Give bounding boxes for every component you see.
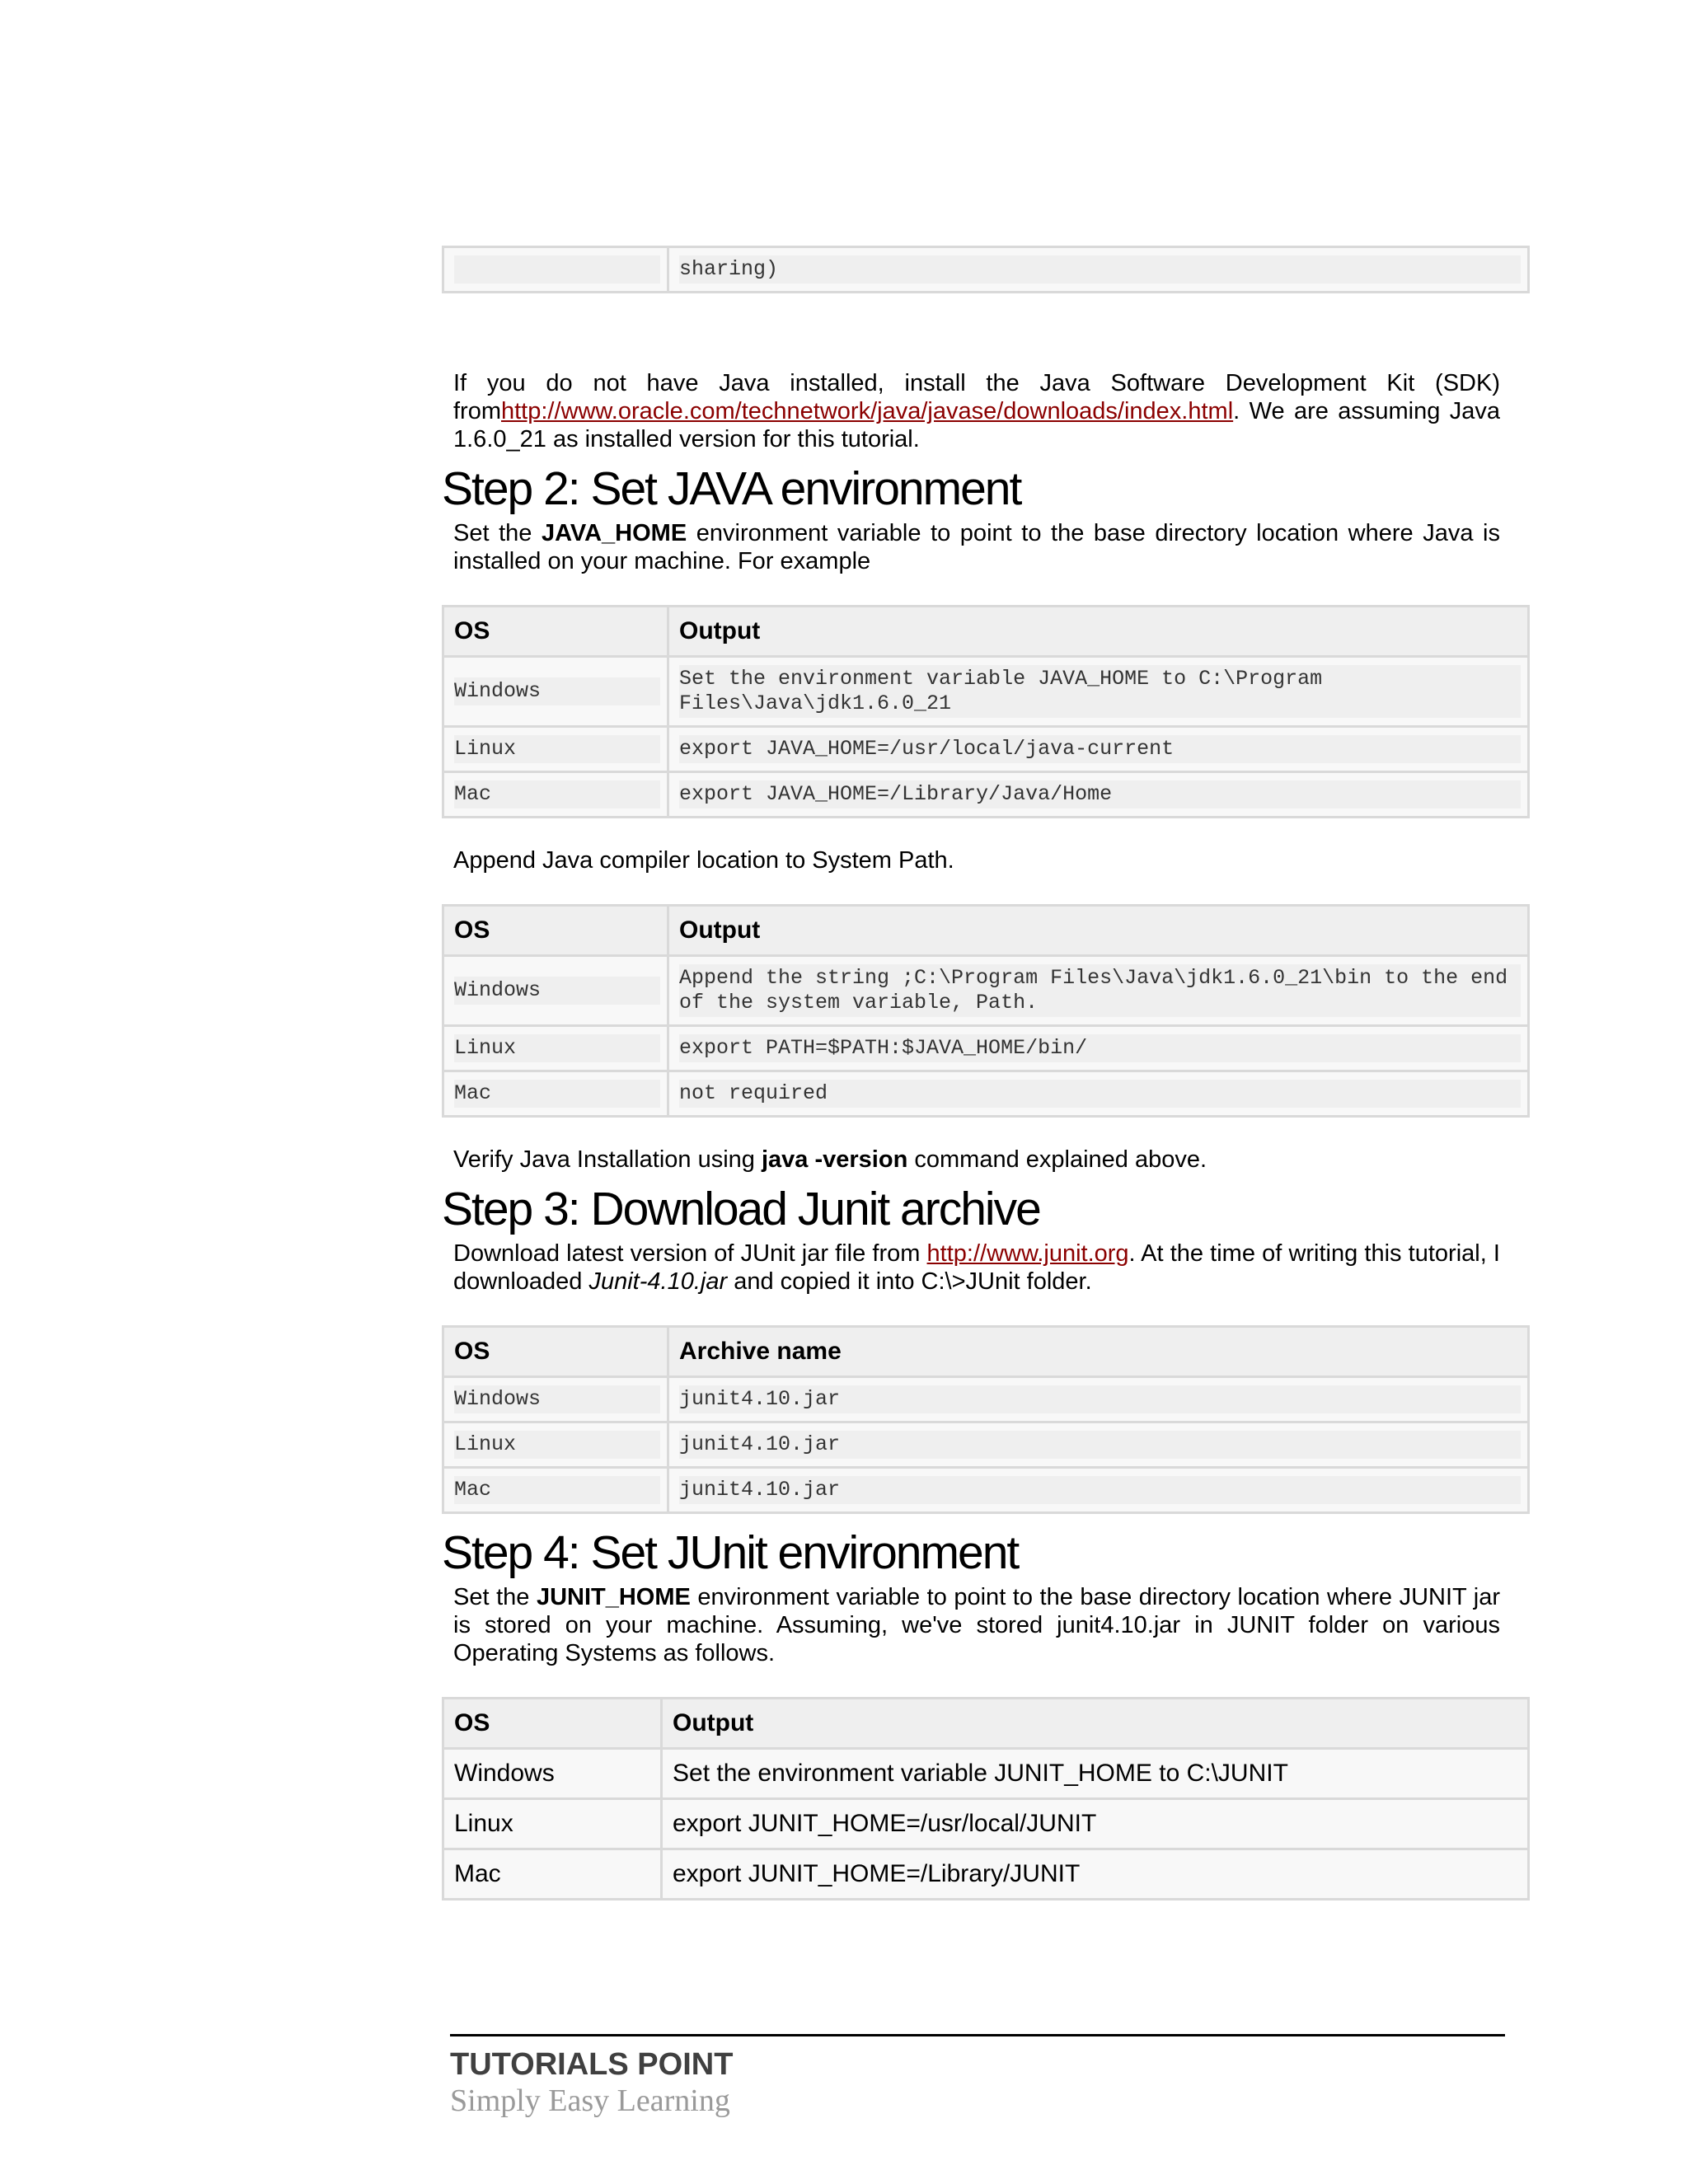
table-row <box>443 727 1529 772</box>
footer-brand: TUTORIALS POINT <box>450 2047 734 2082</box>
footer-tagline: Simply Easy Learning <box>450 2083 730 2118</box>
column-header-os: OS <box>443 607 668 657</box>
step3-heading: Step 3: Download Junit archive <box>442 1183 1040 1235</box>
table-row <box>443 1377 1529 1422</box>
table-row <box>443 1468 1529 1513</box>
junit-home-table <box>442 1697 1530 1900</box>
table-cell-output: export JAVA_HOME=/Library/Java/Home <box>668 772 1529 818</box>
table-row <box>443 1799 1529 1849</box>
table-cell-output: Set the environment variable JUNIT_HOME to C:\JUNIT <box>662 1749 1529 1799</box>
append-paragraph: Append Java compiler location to System Path. <box>453 847 954 874</box>
table-cell-os: Linux <box>443 727 668 772</box>
table-cell-output: sharing) <box>668 247 1529 293</box>
column-header-os: OS <box>443 906 668 956</box>
table-cell-output: not required <box>668 1071 1529 1117</box>
oracle-download-link[interactable]: http://www.oracle.com/technetwork/java/javase/downloads/index.html <box>501 398 1234 424</box>
table-cell-archive-name: junit4.10.jar <box>668 1468 1529 1513</box>
table-header-row <box>443 1699 1529 1749</box>
column-header-output: Output <box>668 607 1529 657</box>
table-cell-os: Linux <box>443 1422 668 1468</box>
column-header-output: Output <box>662 1699 1529 1749</box>
table-cell-output: export JUNIT_HOME=/Library/JUNIT <box>662 1849 1529 1900</box>
table-header-row <box>443 906 1529 956</box>
step4-paragraph: Set the JUNIT_HOME environment variable to point to the base directory location where JUNIT jar is stored on your machine. Assuming, we've stored junit4.10.jar in JUNIT folder on various Operating Systems as follows. <box>453 1584 1500 1666</box>
table-cell-archive-name: junit4.10.jar <box>668 1422 1529 1468</box>
column-header-os: OS <box>443 1327 668 1377</box>
table-cell-os: Windows <box>443 1749 662 1799</box>
table-row <box>443 1071 1529 1117</box>
table-cell-output: export PATH=$PATH:$JAVA_HOME/bin/ <box>668 1026 1529 1071</box>
java-home-table <box>442 605 1530 818</box>
column-header-archive-name: Archive name <box>668 1327 1529 1377</box>
junit-link[interactable]: http://www.junit.org <box>926 1240 1129 1267</box>
table-cell-os: Mac <box>443 1468 668 1513</box>
top-continuation-table <box>442 246 1530 293</box>
table-header-row <box>443 607 1529 657</box>
table-cell-os: Linux <box>443 1026 668 1071</box>
step3-paragraph: Download latest version of JUnit jar file from http://www.junit.org. At the time of writing this tutorial, I downloaded Junit-4.10.jar and copied it into C:\>JUnit folder. <box>453 1240 1500 1295</box>
table-row <box>443 247 1529 293</box>
table-cell-os: Linux <box>443 1799 662 1849</box>
table-row <box>443 1849 1529 1900</box>
table-row <box>443 1026 1529 1071</box>
column-header-os: OS <box>443 1699 662 1749</box>
table-cell-os: Windows <box>443 1377 668 1422</box>
table-cell-os: Mac <box>443 1071 668 1117</box>
verify-paragraph: Verify Java Installation using java -version command explained above. <box>453 1146 1207 1173</box>
table-row <box>443 1749 1529 1799</box>
table-cell-os <box>443 247 668 293</box>
step2-heading: Step 2: Set JAVA environment <box>442 462 1021 515</box>
table-cell-os: Windows <box>443 657 668 727</box>
table-cell-os: Windows <box>443 956 668 1026</box>
table-header-row <box>443 1327 1529 1377</box>
page-footer <box>450 2034 1505 2119</box>
archive-table <box>442 1325 1530 1514</box>
table-row <box>443 772 1529 818</box>
column-header-output: Output <box>668 906 1529 956</box>
table-cell-archive-name: junit4.10.jar <box>668 1377 1529 1422</box>
step2-paragraph: Set the JAVA_HOME environment variable to point to the base directory location where Java is installed on your machine. For example <box>453 520 1500 574</box>
table-row <box>443 956 1529 1026</box>
table-row <box>443 1422 1529 1468</box>
table-cell-os: Mac <box>443 772 668 818</box>
footer-divider <box>450 2034 1505 2036</box>
table-cell-os: Mac <box>443 1849 662 1900</box>
table-cell-output: Set the environment variable JAVA_HOME to C:\Program Files\Java\jdk1.6.0_21 <box>668 657 1529 727</box>
table-cell-output: export JAVA_HOME=/usr/local/java-current <box>668 727 1529 772</box>
table-cell-output: export JUNIT_HOME=/usr/local/JUNIT <box>662 1799 1529 1849</box>
intro-paragraph: If you do not have Java installed, install the Java Software Development Kit (SDK) fromhttp://www.oracle.com/technetwork/java/javase/downloads/index.html. We are assuming Java 1.6.0_21 as installed version for this tutorial. <box>453 370 1500 452</box>
table-row <box>443 657 1529 727</box>
table-cell-output: Append the string ;C:\Program Files\Java\jdk1.6.0_21\bin to the end of the system variable, Path. <box>668 956 1529 1026</box>
step4-heading: Step 4: Set JUnit environment <box>442 1526 1019 1579</box>
system-path-table <box>442 904 1530 1118</box>
page-content <box>442 246 1530 1900</box>
